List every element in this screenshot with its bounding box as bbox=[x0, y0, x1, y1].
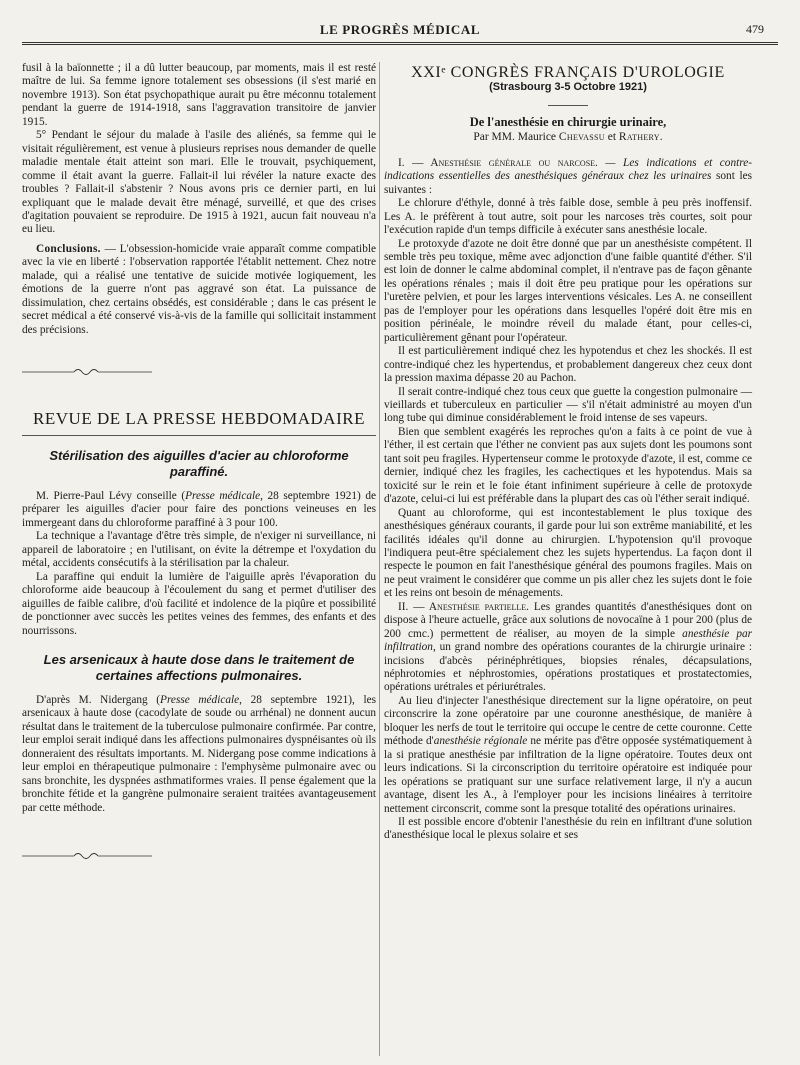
section-paragraph: II. — Anesthésie partielle. Les grandes quantités d'anesthésiques dont on dispose à l'heure actuelle, grâce aux solutions de novocaïne à 1 pour 200 (plus de 200 cmc.) permettent de réaliser, au moyen de la simple anesthésie par infiltration, un grand nombre des opérations courantes de la chirurgie urinaire : incisions d'abcès périnéphrétiques, biopsies rénales, décapsulations, néphrotomies et néphrostomies, opérations prostatiques et prostatectomies, opérations urétrales et périurétrales. bbox=[384, 600, 753, 694]
author-name: Rathery bbox=[618, 131, 660, 144]
right-column bbox=[384, 62, 752, 843]
paragraph: M. Pierre-Paul Lévy conseille (Presse médicale, 28 septembre 1921) de préparer les aiguilles d'acier pour faire des ponctions veineuses en les immergeant dans du chloroforme paraffiné à 3 pour 100. bbox=[22, 489, 376, 529]
congress-subtitle: (Strasbourg 3-5 Octobre 1921) bbox=[489, 81, 647, 94]
authors-line: Par MM. Maurice Chevassu et Rathery. bbox=[473, 131, 663, 144]
left-column bbox=[22, 62, 376, 895]
conclusions-heading: Conclusions. bbox=[36, 242, 101, 255]
section-rule bbox=[22, 435, 376, 436]
section-label: I. — Anesthésie générale ou narcose. bbox=[398, 156, 598, 169]
ornament-divider bbox=[22, 367, 152, 377]
paragraph: La technique a l'avantage d'être très simple, de n'exiger ni surveillance, ni appareil de laboratoire ; en l'utilisant, on évite la détrempe et l'oxydation du métal, accidents consécutifs à la stérilisation par la chaleur. bbox=[22, 530, 376, 570]
section-intro: I. — Anesthésie générale ou narcose. — Les indications et contre-indications essentielles des anesthésiques généraux chez les urinaires sont les suivantes : bbox=[384, 156, 752, 196]
author-name: Chevassu bbox=[558, 131, 605, 144]
paragraph: Au lieu d'injecter l'anesthésique directement sur la ligne opératoire, on peut circonscrire la zone opératoire par une couronne anesthésique, de manière à bloquer les nerfs de tout le territoire qui occupe le centre de cette couronne. Cette méthode d'anesthésie régionale ne mérite pas d'être opposée systématiquement à la si pratique anesthésie par infiltration de la ligne opératoire. Toutes deux ont leurs indications. Si la circonscription du territoire opératoire est indiquée pour les opérations se pratiquant sur une surface relativement large, il n'y a aucun avantage, disent les A., à l'employer pour les incisions linéaires à territoire nettement circonscrit, comme sont la presque totalité des opérations urinaires. bbox=[384, 694, 752, 815]
running-title: LE PROGRÈS MÉDICAL bbox=[319, 22, 481, 37]
paragraph: Il serait contre-indiqué chez tous ceux que guette la congestion pulmonaire — vieillards et tuberculeux en particulier — s'il n'était administré au moyen d'un long tube qui diminue considérablement le froid intense de ses vapeurs. bbox=[384, 385, 752, 425]
column-divider bbox=[379, 62, 380, 1056]
conclusions-text: — L'obsession-homicide vraie apparaît comme compatible avec la vie en liberté : l'observation rapportée l'établit nettement. Chez notre malade, qui a réalisé une tentative de suicide motivée logiquement, les émotions de la guerre n'ont pas aggravé son état. La puissance de dissimulation, chez certains obsédés, est considérable ; dans le cas présent le secret médical a été conservé vis-à-vis de la famille qui sollicitait instamment des précisions. bbox=[22, 242, 376, 336]
paragraph: Le protoxyde d'azote ne doit être donné que par un anesthésiste compétent. Il semble très peu toxique, même avec adjonction d'une faible quantité d'éther. S'il est loin de donner le calme abdominal complet, il n'entrave pas de façon gênante les opérations rénales ; mais il doit être peu pratique pour les opérations sur l'uretère pelvien, et pour les larges interventions vésicales. Les A. ne conseillent pas de l'employer pour les opérations dans lesquelles l'opéré doit être mis en position périnéale, le moindre réveil du malade étant, pour celles-ci, particulièrement gênant pour l'opérateur. bbox=[384, 237, 752, 344]
journal-name: Presse médicale bbox=[185, 489, 261, 502]
section-title: REVUE DE LA PRESSE HEBDOMADAIRE bbox=[33, 408, 365, 428]
paragraph: 5° Pendant le séjour du malade à l'asile des aliénés, sa femme qui le visitait régulièrement, est venue à plusieurs reprises nous demander de quelle maladie mentale était atteint son mari. Elle le trouvait, psychiquement, comme il était avant la guerre. Fallait-il lui révéler la nature exacte des troubles ? Fallait-il s'abstenir ? Nous avons pris ce dernier parti, en lui expliquant que le malade devait être ménagé, surveillé, et que des crises d'agitation pouvaient se reproduire. De 1915 à 1921, aucun fait nouveau n'a eu lieu. bbox=[22, 129, 376, 236]
running-head bbox=[22, 20, 778, 44]
paragraph: Le chlorure d'éthyle, donné à très faible dose, semble à peu près inoffensif. Les A. le préfèrent à tout autre, soit pour les narcoses très courtes, soit pour l'exécution rapide d'un temps difficile à exécuter sans anesthésie locale. bbox=[384, 197, 752, 237]
short-rule bbox=[548, 105, 588, 106]
paragraph: Il est particulièrement indiqué chez les hypotendus et chez les shockés. Il est contre-indiqué chez les hypertendus, et probablement dangereux chez ceux dont la pression maxima dépasse 20 au Pachon. bbox=[384, 345, 752, 385]
conclusions-paragraph bbox=[22, 243, 376, 337]
paragraph: D'après M. Nidergang (Presse médicale, 28 septembre 1921), les arsenicaux à haute dose (cacodylate de soude ou arrhénal) ne donnent aucun résultat dans le traitement de la tuberculose pulmonaire confirmée. Par contre, leur emploi serait indiqué dans les affections pulmonaires dyspnéisantes où ils donneraient des résultats importants. M. Nidergang pose comme indications à leur emploi en thérapeutique pulmonaire : l'emphysème pulmonaire avec ou sans bronchite, les dyspnées asthmatiformes vraies. Il pense également que la bronchite fétide et la gangrène pulmonaire seraient traitées avantageusement par cette méthode. bbox=[22, 693, 376, 814]
section-label: II. — Anesthésie partielle. bbox=[398, 600, 529, 613]
paragraph: fusil à la baïonnette ; il a dû lutter beaucoup, par moments, mais il est resté maître de lui. Sa femme ignore totalement ses obsessions (il s'est marié en novembre 1913). Son état psychopathique aurait pu être méconnu totalement pendant la guerre de 1914-1918, sans l'aggravation transitoire de janvier 1915. bbox=[22, 62, 376, 128]
paragraph: Quant au chloroforme, qui est incontestablement le plus toxique des anesthésiques généraux courants, il garde pour lui son extrême maniabilité, et les facilités idéales qu'il donne au chirurgien. L'hypotension qu'il provoque l'indiquera peut-être spécialement chez les sujets hypertendus. La façon dont il respecte le poumon en fait l'anesthésique général des poumons fragiles. Mais on ne peut vraiment le considérer que comme un pis aller chez les sujets dont le foie et les reins ont besoin de ménagements. bbox=[384, 506, 752, 600]
page-number: 479 bbox=[746, 22, 764, 36]
header-rule bbox=[22, 42, 778, 45]
article-title-arsenicaux: Les arsenicaux à haute dose dans le traitement de certaines affections pulmonaires. bbox=[43, 651, 355, 683]
paragraph: Il est possible encore d'obtenir l'anesthésie du rein en infiltrant d'une solution d'anesthésique local le plexus solaire et ses bbox=[384, 816, 752, 842]
journal-name: Presse médicale bbox=[160, 693, 240, 706]
ornament-divider bbox=[22, 851, 152, 861]
article-title-sterilisation: Stérilisation des aiguilles d'acier au chloroforme paraffiné. bbox=[49, 447, 349, 479]
paper-title: De l'anesthésie en chirurgie urinaire, bbox=[469, 114, 667, 129]
congress-title: XXIᵉ CONGRÈS FRANÇAIS D'UROLOGIE bbox=[411, 64, 725, 81]
paragraph: La paraffine qui enduit la lumière de l'aiguille après l'évaporation du chloroforme aide beaucoup à l'écoulement du sang et permet d'utiliser des aiguilles de faible calibre, d'où facilité et indolence de la piqûre et possibilité de ponctionner avec succès les petites veines des femmes, des enfants et des nourrissons. bbox=[22, 570, 376, 637]
paragraph: Bien que semblent exagérés les reproches qu'on a faits à ce point de vue à l'éther, il est certain que l'éther ne convient pas aux sujets dont les poumons sont tant soit peu fragiles. Hypertenseur comme le protoxyde d'azote, il est, comme ce dernier, indiqué chez les fragiles, les cachectiques et les hypotendus. Mais sa toxicité sur le rein et le foie étant infiniment supérieure à celle de protoxyde d'azote, celui-ci lui est préférable dans la plupart des cas où l'éther serait indiqué. bbox=[384, 425, 752, 506]
